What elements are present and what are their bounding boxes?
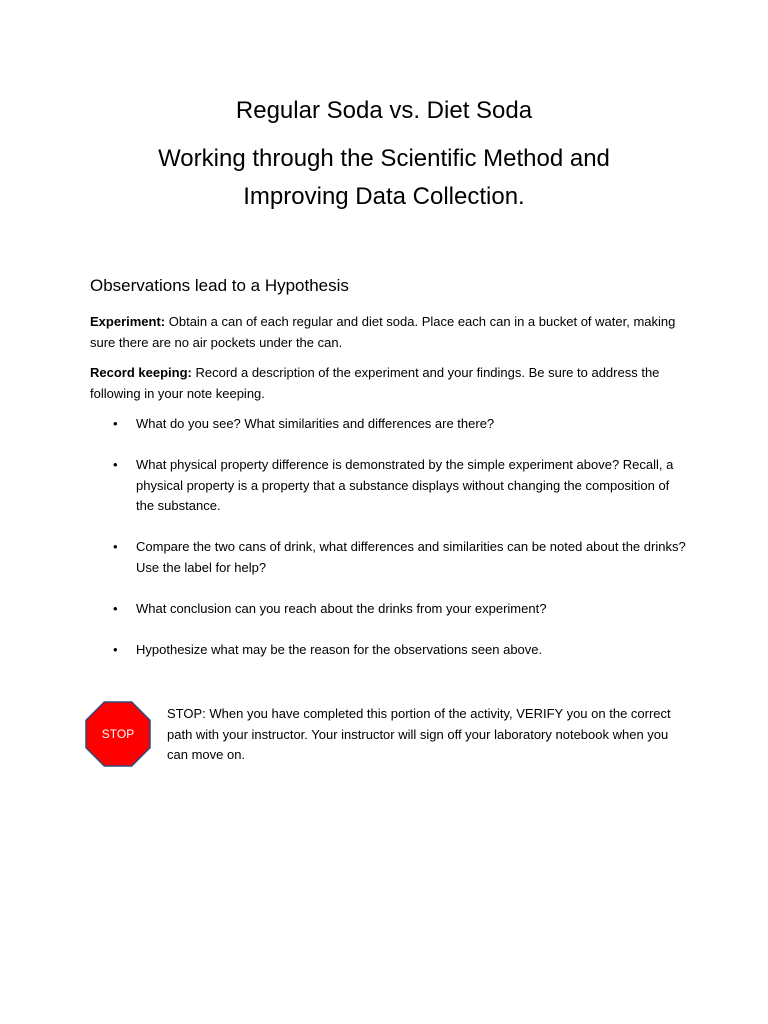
record-keeping-paragraph: [90, 363, 690, 404]
bullet-icon: •: [113, 539, 118, 554]
subtitle-line-2: Improving Data Collection.: [243, 183, 525, 210]
question-list: [90, 414, 690, 681]
list-item: [90, 455, 690, 517]
bullet-icon: •: [113, 641, 118, 657]
experiment-label: Experiment:: [90, 314, 166, 329]
stop-sign-icon: [85, 701, 151, 767]
document-title: Regular Soda vs. Diet Soda: [235, 97, 533, 124]
list-item-text: Compare the two cans of drink, what differences and similarities can be noted about the drinks? Use the label for help?: [136, 539, 686, 575]
list-item-text: What physical property difference is demonstrated by the simple experiment above? Recall, a physical property is a property that a substance displays without changing the composition of the substance.: [136, 457, 674, 513]
experiment-text: Obtain a can of each regular and diet soda. Place each can in a bucket of water, making sure there are no air pockets under the can.: [90, 314, 676, 350]
stop-sign-label: STOP: [101, 727, 135, 741]
list-item: [90, 640, 690, 661]
bullet-icon: •: [113, 416, 118, 431]
record-keeping-text: Record a description of the experiment and your findings. Be sure to address the following in your note keeping.: [90, 365, 660, 401]
experiment-paragraph: [90, 312, 690, 353]
list-item: [90, 599, 690, 620]
list-item-text: What conclusion can you reach about the drinks from your experiment?: [136, 600, 547, 616]
stop-instructions: STOP: When you have completed this portion of the activity, VERIFY you on the correct path with your instructor. Your instructor will sign off your laboratory notebook when you can move on.: [167, 706, 671, 762]
list-item: [90, 537, 690, 578]
list-item-text: What do you see? What similarities and differences are there?: [136, 416, 495, 431]
list-item-text: Hypothesize what may be the reason for the observations seen above.: [136, 641, 543, 657]
list-item: [90, 414, 690, 435]
section-heading: Observations lead to a Hypothesis: [90, 276, 349, 295]
document-subtitle: [0, 140, 768, 216]
record-keeping-label: Record keeping:: [90, 365, 192, 380]
bullet-icon: •: [113, 457, 118, 472]
subtitle-line-1: Working through the Scientific Method and: [158, 145, 610, 172]
bullet-icon: •: [113, 600, 118, 616]
